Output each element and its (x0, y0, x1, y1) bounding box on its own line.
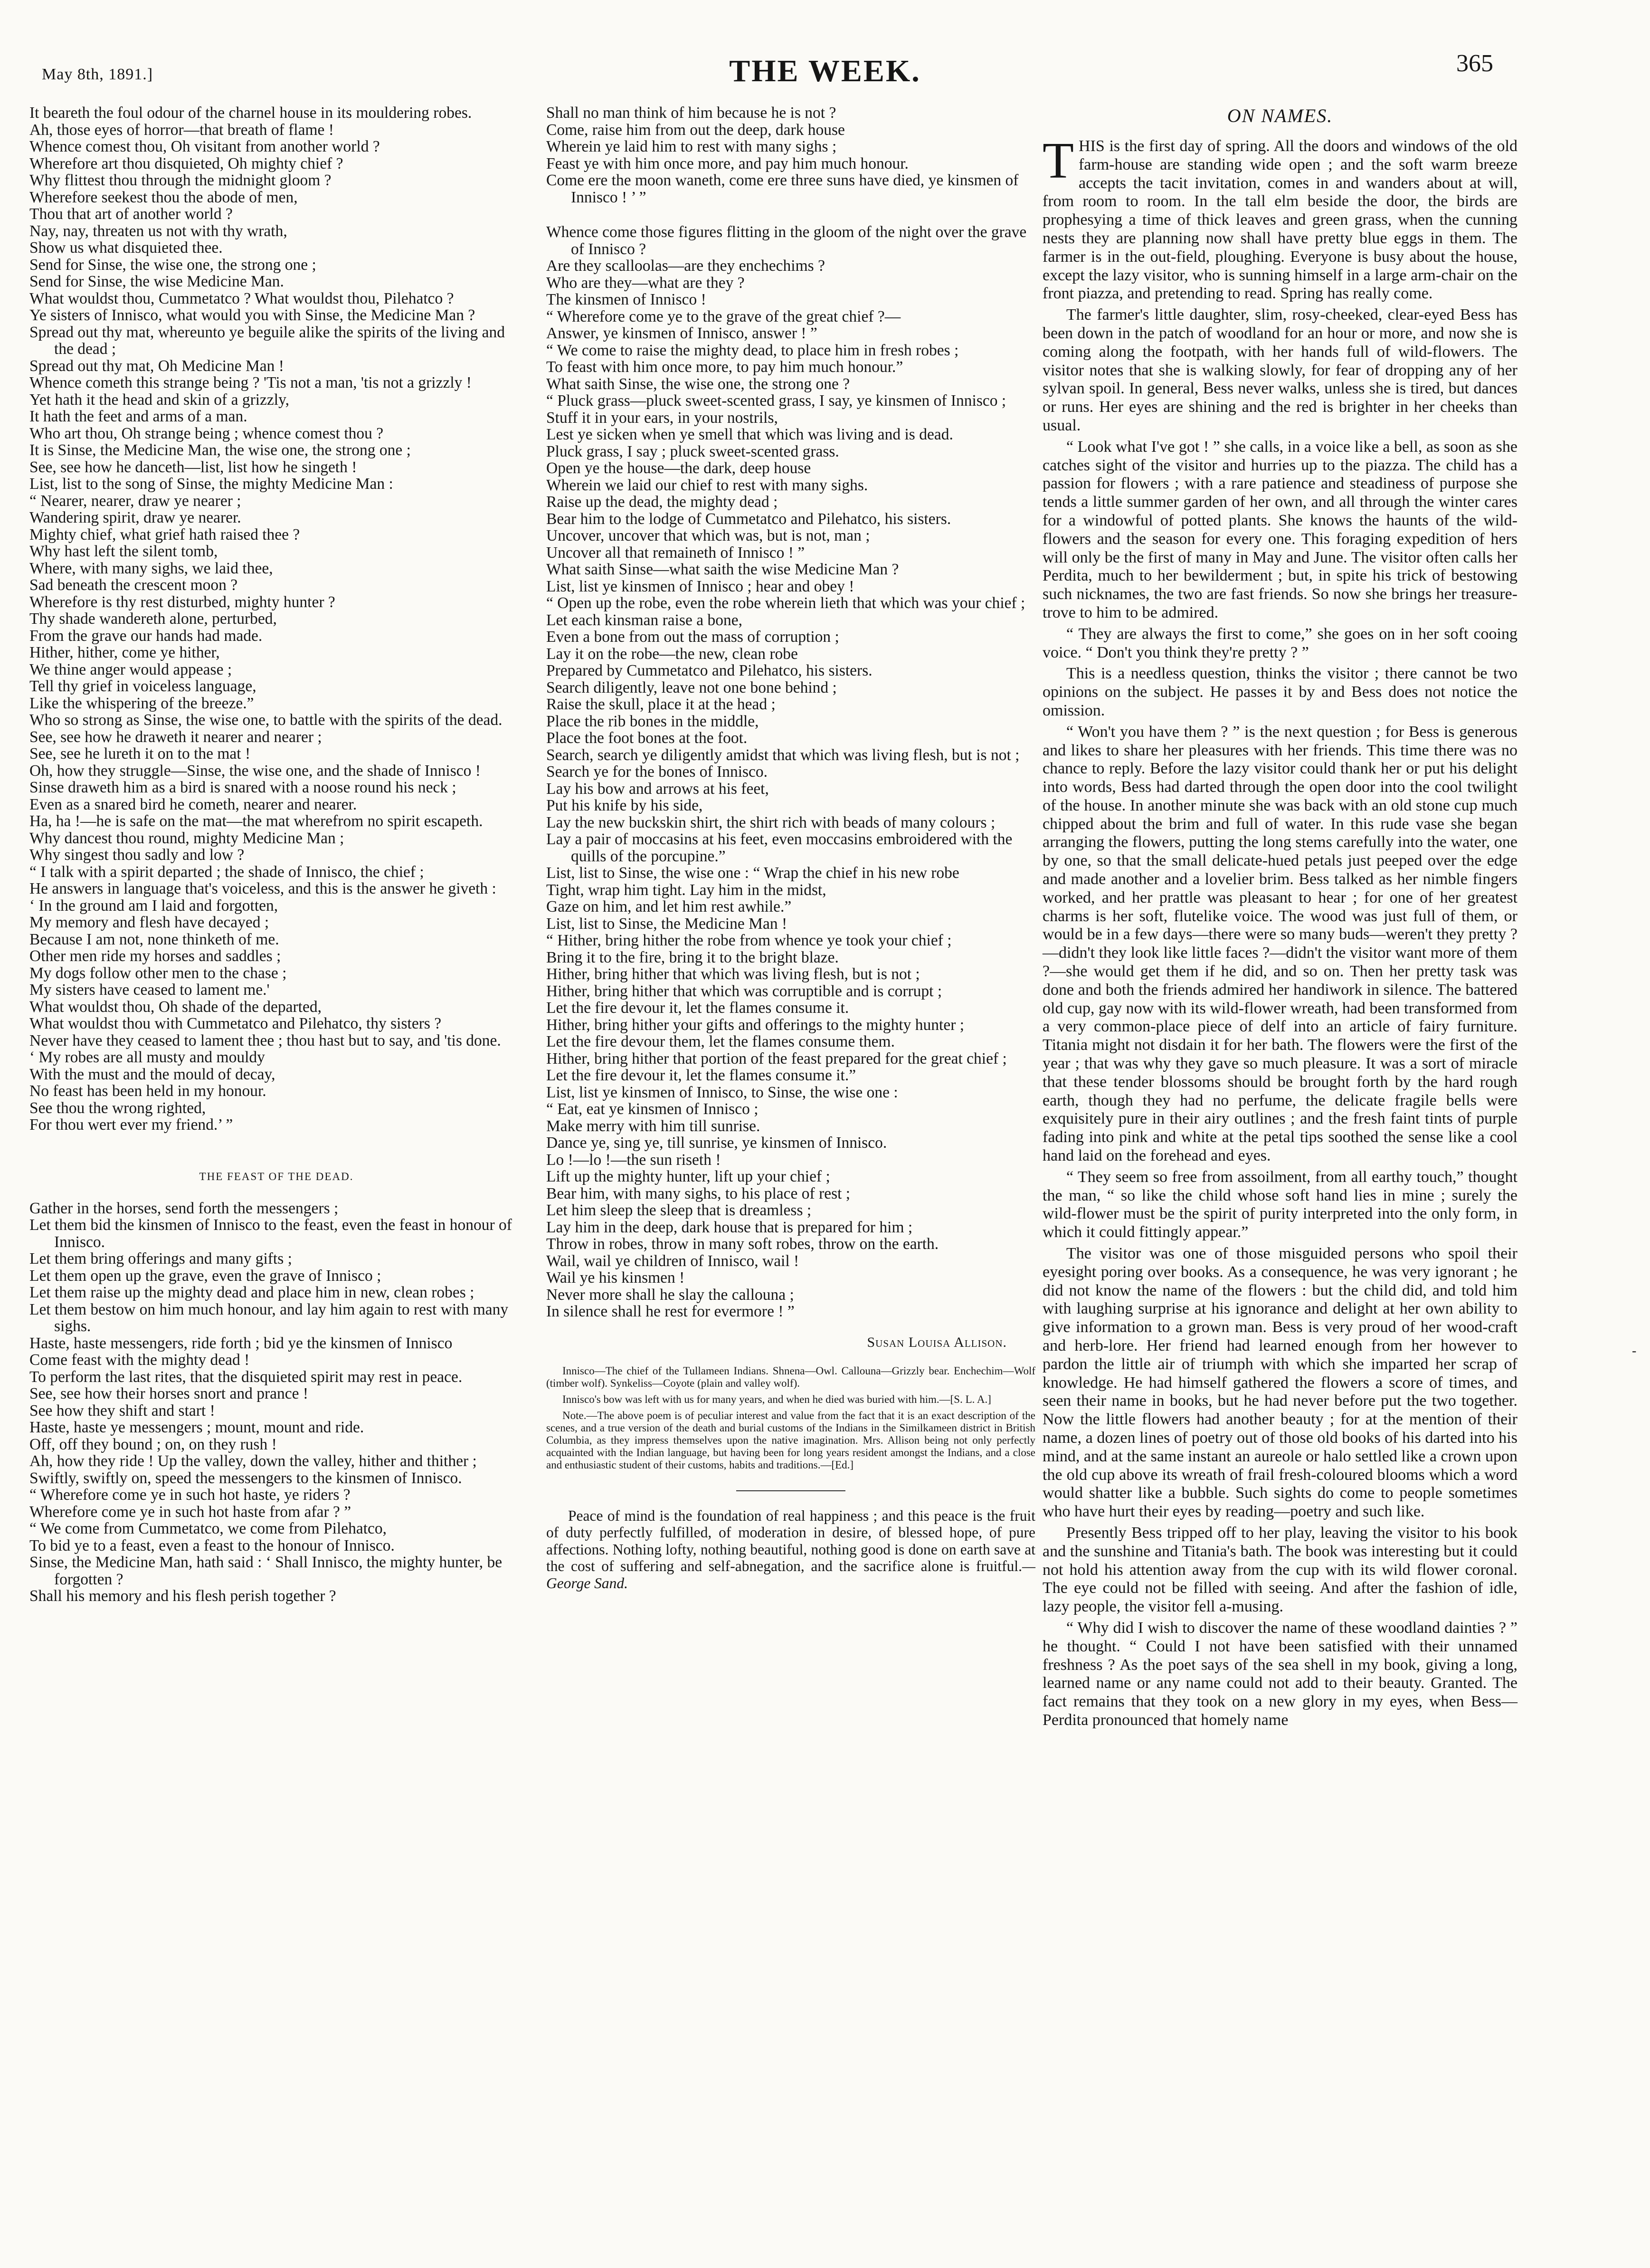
poem-line: Wherein we laid our chief to rest with many sighs. (546, 476, 868, 494)
poem-part-4 (546, 224, 1035, 1320)
poem-line: Open ye the house—the dark, deep house (546, 459, 811, 477)
poem-part-3 (546, 105, 1035, 206)
poem-line: “ Wherefore come ye to the grave of the great chief ?— (546, 307, 901, 325)
poem-line: Bear him, with many sighs, to his place of rest ; (546, 1184, 851, 1202)
poem-line: Ha, ha !—he is safe on the mat—the mat wherefrom no spirit escapeth. (29, 812, 483, 830)
poem-line: Feast ye with him once more, and pay him much honour. (546, 154, 909, 172)
poem-line: Ah, how they ride ! Up the valley, down the valley, hither and thither ; (29, 1452, 477, 1470)
poem-line: Let them bestow on him much honour, and lay him again to rest with many sighs. (29, 1300, 509, 1335)
essay-paragraph: The farmer's little daughter, slim, rosy-cheeked, clear-eyed Bess has been down in the patch of woodland for an hour or more, and now she is coming along the footpath, with her hands full of wild-flowers. The visitor notes that she is walking slowly, for fear of dropping any of her sylvan spoil. In general, Bess never walks, unless she is tired, but dances or runs. Her eyes are shining and the red is brighter in her cheeks than usual. (1043, 306, 1517, 434)
poem-line: Are they scalloolas—are they enchechims ? (546, 257, 825, 275)
poem-line: Come, raise him from out the deep, dark house (546, 121, 845, 139)
poem-line: Let each kinsman raise a bone, (546, 611, 742, 629)
poem-line: Wherefore come ye in such hot haste from afar ? ” (29, 1503, 351, 1521)
poem-line: Come feast with the mighty dead ! (29, 1351, 250, 1369)
poem-line: “ We come to raise the mighty dead, to place him in fresh robes ; (546, 341, 959, 359)
divider-rule (736, 1490, 845, 1491)
poem-line: Make merry with him till sunrise. (546, 1117, 760, 1135)
essay-paragraph: Presently Bess tripped off to her play, leaving the visitor to his book and the sunshine and Titania's bath. The book was interesting but it could not hold his attention away from the cup with its wild flower coronal. The eye could not be filled with seeing. And after the fashion of idle, lazy people, the visitor fell a-musing. (1043, 1524, 1517, 1616)
poem-line: Shall his memory and his flesh perish together ? (29, 1587, 336, 1605)
poem-line: List, list to Sinse, the wise one : “ Wrap the chief in his new robe (546, 864, 959, 882)
poem-line: Hither, bring hither that which was living flesh, but is not ; (546, 965, 920, 983)
poem-line: Whence come those figures flitting in the gloom of the night over the grave of Innisco ? (546, 223, 1027, 258)
poem-line: Spread out thy mat, Oh Medicine Man ! (29, 357, 284, 375)
poem-line: Lay him in the deep, dark house that is prepared for him ; (546, 1218, 913, 1236)
margin-mark: - (1632, 1344, 1637, 1358)
poem-line: What saith Sinse—what saith the wise Medicine Man ? (546, 561, 899, 578)
poem-line: Like the whispering of the breeze.” (29, 694, 254, 712)
column-3-essay (1043, 105, 1517, 1733)
poem-line: Prepared by Cummetatco and Pilehatco, his sisters. (546, 662, 872, 679)
poem-line: Dance ye, sing ye, till sunrise, ye kinsmen of Innisco. (546, 1134, 887, 1152)
poem-line: Sinse, the Medicine Man, hath said : ‘ Shall Innisco, the mighty hunter, be forgotten ? (29, 1553, 503, 1588)
poem-line: Where, with many sighs, we laid thee, (29, 559, 273, 577)
essay-paragraph-text: HIS is the first day of spring. All the doors and windows of the old farm-house are standing wide open ; and the soft warm breeze accepts the tacit invitation, comes in and wanders about at will, from room to room. In the tall elm beside the door, the birds are prophesying a time of thick leaves and green grass, when the cunning nests they are planning now shall have pretty blue eggs in them. The farmer is in the out-field, ploughing. Everyone is busy about the house, except the lazy visitor, who is sunning himself in a large arm-chair on the front piazza, and pretending to read. Spring has really come. (1043, 137, 1517, 303)
poem-line: Why flittest thou through the midnight gloom ? (29, 172, 332, 189)
issue-date: May 8th, 1891.] (42, 66, 153, 83)
poem-line: Search ye for the bones of Innisco. (546, 763, 768, 781)
poem-line: My dogs follow other men to the chase ; (29, 964, 287, 982)
essay-body (1043, 133, 1517, 1730)
poem-line: Come ere the moon waneth, come ere three suns have died, ye kinsmen of Innisco ! ’ ” (546, 172, 1019, 206)
poem-line: To bid ye to a feast, even a feast to the honour of Innisco. (29, 1536, 395, 1554)
poem-line: See, see how he danceth—list, list how he singeth ! (29, 458, 357, 476)
poem-line: It hath the feet and arms of a man. (29, 408, 247, 425)
poem-line: Raise the skull, place it at the head ; (546, 696, 776, 713)
poem-line: Even as a snared bird he cometh, nearer and nearer. (29, 795, 357, 813)
poem-line: Wherefore seekest thou the abode of men, (29, 188, 298, 206)
george-sand-quote (546, 1507, 1035, 1592)
poem-line: Thy shade wandereth alone, perturbed, (29, 610, 277, 628)
poem-line: See how they shift and start ! (29, 1401, 215, 1420)
poem-line: Haste, haste ye messengers ; mount, mount and ride. (29, 1419, 364, 1436)
poem-line: Let them bid the kinsmen of Innisco to the feast, even the feast in honour of Innisco. (29, 1216, 512, 1251)
poem-line: Stuff it in your ears, in your nostrils, (546, 409, 778, 427)
essay-title: ON NAMES. (1227, 105, 1333, 126)
footnotes (546, 1365, 1035, 1471)
poem-line: Lay it on the robe—the new, clean robe (546, 645, 798, 663)
poem-line: What wouldst thou, Oh shade of the departed, (29, 998, 322, 1016)
poem-line: We thine anger would appease ; (29, 660, 232, 678)
poem-line: Even a bone from out the mass of corruption ; (546, 628, 839, 646)
poem-line: Swiftly, swiftly on, speed the messengers to the kinsmen of Innisco. (29, 1469, 462, 1487)
essay-paragraph: “ They seem so free from assoilment, from all earthy touch,” thought the man, “ so like the child whose soft hand lies in mine ; surely the wild-flower must be the spirit of purity interpreted into the only form, in which it could fittingly appear.” (1043, 1168, 1517, 1241)
poem-line: My sisters have ceased to lament me.' (29, 981, 270, 999)
poem-line: Whence comest thou, Oh visitant from another world ? (29, 138, 380, 155)
poem-line: Yet hath it the head and skin of a grizzly, (29, 391, 290, 409)
essay-paragraph: “ Why did I wish to discover the name of these woodland dainties ? ” he thought. “ Could I not have been satisfied with their unnamed freshness ? As the poet says of the sea shell in my book, giving a long, learned name or any name could not add to their beauty. Granted. The fact remains that they took on a new glory in my eyes, when Bess—Perdita pronounced that homely name (1043, 1619, 1517, 1729)
footnote: Note.—The above poem is of peculiar interest and value from the fact that it is an exact description of the scenes, and a true version of the death and burial customs of the Indians in the Similkameen district in British Columbia, as they impress themselves upon the native imagination. Mrs. Allison being not only perfectly acquainted with the Indian language, but having been for long years resident amongst the Indians, and a close and enthusiastic student of their customs, habits and traditions.—[Ed.] (546, 1409, 1035, 1471)
essay-paragraph (1043, 133, 1517, 303)
poem-line: “ I talk with a spirit departed ; the shade of Innisco, the chief ; (29, 863, 424, 881)
poem-line: See, see how he draweth it nearer and nearer ; (29, 728, 322, 746)
poem-part-1 (29, 105, 523, 1134)
poem-line: What wouldst thou, Cummetatco ? What wouldst thou, Pilehatco ? (29, 289, 454, 307)
poem-line: Hither, hither, come ye hither, (29, 644, 220, 661)
poem-line: Tight, wrap him tight. Lay him in the midst, (546, 881, 826, 899)
poem-line: Ah, those eyes of horror—that breath of flame ! (29, 121, 334, 139)
poem-line: See, see how their horses snort and prance ! (29, 1385, 308, 1402)
poem-line: Let the fire devour it, let the flames consume it. (546, 999, 849, 1017)
column-2-poem (546, 105, 1035, 1598)
poem-line: Put his knife by his side, (546, 797, 703, 814)
poem-line: Who are they—what are they ? (546, 274, 745, 292)
poem-line: Throw in robes, throw in many soft robes, throw on the earth. (546, 1235, 939, 1253)
poem-line: Why dancest thou round, mighty Medicine Man ; (29, 829, 344, 847)
poem-line: ‘ My robes are all musty and mouldy (29, 1048, 265, 1066)
column-1-poem (29, 105, 523, 1605)
poem-line: It beareth the foul odour of the charnel house in its mouldering robes. (29, 104, 472, 122)
poem-line: List, list ye kinsmen of Innisco ; hear and obey ! (546, 577, 854, 595)
poem-line: In silence shall he rest for evermore ! ” (546, 1303, 795, 1320)
poem-line: Sad beneath the crescent moon ? (29, 576, 238, 594)
page-number: 365 (1456, 50, 1493, 77)
poem-line: “ Eat, eat ye kinsmen of Innisco ; (546, 1100, 759, 1118)
poem-line: “ Open up the robe, even the robe wherein lieth that which was your chief ; (546, 594, 1025, 612)
poem-line: It is Sinse, the Medicine Man, the wise one, the strong one ; (29, 441, 411, 459)
poem-line: Tell thy grief in voiceless language, (29, 677, 256, 695)
section-title-feast-of-the-dead: THE FEAST OF THE DEAD. (199, 1170, 354, 1182)
poem-line: Who art thou, Oh strange being ; whence comest thou ? (29, 424, 384, 442)
poem-line: “ Pluck grass—pluck sweet-scented grass, I say, ye kinsmen of Innisco ; (546, 392, 1006, 410)
poem-line: Off, off they bound ; on, on they rush ! (29, 1435, 277, 1453)
poem-line: Hither, bring hither that portion of the feast prepared for the great chief ; (546, 1049, 1007, 1067)
poem-line: Let the fire devour them, let the flames consume them. (546, 1033, 895, 1050)
poem-line: Let them bring offerings and many gifts ; (29, 1250, 292, 1267)
poem-line: Hither, bring hither that which was corruptible and is corrupt ; (546, 982, 942, 1000)
poem-signature: Susan Louisa Allison. (867, 1334, 1007, 1350)
poem-line: Uncover, uncover that which was, but is not, man ; (546, 527, 870, 544)
poem-line: Search, search ye diligently amidst that which was living flesh, but is not ; (546, 746, 1020, 764)
poem-line: Why singest thou sadly and low ? (29, 846, 245, 864)
poem-line: Wherefore art thou disquieted, Oh mighty chief ? (29, 154, 343, 172)
essay-paragraph: “ They are always the first to come,” she goes on in her soft cooing voice. “ Don't you think they're pretty ? ” (1043, 625, 1517, 661)
poem-line: Hither, bring hither your gifts and offerings to the mighty hunter ; (546, 1016, 965, 1034)
poem-line: “ We come from Cummetatco, we come from Pilehatco, (29, 1520, 387, 1537)
quote-author: —George Sand. (546, 1558, 1035, 1591)
poem-line: Gather in the horses, send forth the messengers ; (29, 1199, 339, 1217)
poem-line: See, see he lureth it on to the mat ! (29, 745, 251, 762)
poem-line: Spread out thy mat, whereunto ye beguile alike the spirits of the living and the dead ; (29, 323, 505, 358)
poem-line: For thou wert ever my friend.’ ” (29, 1116, 233, 1134)
poem-line: To perform the last rites, that the disquieted spirit may rest in peace. (29, 1368, 463, 1386)
poem-line: What wouldst thou with Cummetatco and Pilehatco, thy sisters ? (29, 1015, 442, 1032)
poem-line: From the grave our hands had made. (29, 627, 263, 645)
poem-line: Lay the new buckskin shirt, the shirt rich with beads of many colours ; (546, 813, 996, 831)
poem-line: Raise up the dead, the mighty dead ; (546, 493, 778, 511)
poem-line: Uncover all that remaineth of Innisco ! ” (546, 543, 805, 562)
drop-cap: T (1043, 133, 1074, 189)
poem-line: Bring it to the fire, bring it to the bright blaze. (546, 948, 839, 966)
poem-line: “ Nearer, nearer, draw ye nearer ; (29, 492, 241, 510)
poem-line: Place the foot bones at the foot. (546, 729, 748, 747)
poem-line: With the must and the mould of decay, (29, 1065, 275, 1083)
essay-paragraph: “ Look what I've got ! ” she calls, in a voice like a bell, as soon as she catches sight of the visitor and hurries up to the piazza. The child has a passion for flowers ; with a rare patience and steadiness of purpose she tends a little summer garden of her own, and all through the winter cares for a windowful of potted plants. She knows the haunts of the wild-flowers and the season for every one. This foraging expedition of hers will only be the first of many in May and June. The visitor often calls her Perdita, much to her bewilderment ; but, in spite his trick of bestowing such nicknames, the two are fast friends. So now she brings her treasure-trove to him to be admired. (1043, 438, 1517, 621)
poem-line: See thou the wrong righted, (29, 1099, 206, 1117)
poem-line: Because I am not, none thinketh of me. (29, 930, 279, 948)
poem-line: Lo !—lo !—the sun riseth ! (546, 1151, 721, 1169)
poem-line: Show us what disquieted thee. (29, 239, 223, 257)
masthead-title: THE WEEK. (729, 54, 921, 88)
poem-line: Sinse draweth him as a bird is snared with a noose round his neck ; (29, 779, 456, 796)
poem-line: What saith Sinse, the wise one, the strong one ? (546, 375, 850, 393)
poem-line: Wherein ye laid him to rest with many sighs ; (546, 138, 837, 155)
poem-line: Ye sisters of Innisco, what would you with Sinse, the Medicine Man ? (29, 306, 475, 324)
poem-line: Mighty chief, what grief hath raised thee ? (29, 525, 300, 543)
poem-line: Oh, how they struggle—Sinse, the wise one, and the shade of Innisco ! (29, 762, 481, 780)
poem-line: Lay his bow and arrows at his feet, (546, 780, 769, 798)
poem-line: My memory and flesh have decayed ; (29, 914, 269, 931)
footnote: Innisco's bow was left with us for many years, and when he died was buried with him.—[S. L. A.] (562, 1393, 991, 1405)
poem-line: Lay a pair of moccasins at his feet, even moccasins embroidered with the quills of the porcupine.” (546, 830, 1013, 865)
poem-line: Send for Sinse, the wise one, the strong one ; (29, 256, 316, 274)
poem-line: Why hast left the silent tomb, (29, 543, 218, 560)
poem-line: Thou that art of another world ? (29, 205, 233, 223)
poem-line: Never have they ceased to lament thee ; thou hast but to say, and 'tis done. (29, 1031, 501, 1049)
poem-line: No feast has been held in my honour. (29, 1082, 266, 1100)
poem-line: Bear him to the lodge of Cummetatco and Pilehatco, his sisters. (546, 510, 951, 528)
poem-line: Pluck grass, I say ; pluck sweet-scented grass. (546, 442, 839, 460)
footnote: Innisco—The chief of the Tullameen Indians. Shnena—Owl. Callouna—Grizzly bear. Enchechim—Wolf (timber wolf). Synkeliss—Coyote (plain and valley wolf). (546, 1364, 1035, 1389)
poem-part-2 (29, 1200, 523, 1605)
essay-paragraph: “ Won't you have them ? ” is the next question ; for Bess is generous and likes to share her pleasures with her friends. This time there was no chance to reply. Before the lazy visitor could thank her or put his delight into words, Bess had darted through the open door into the cool twilight of the house. In another minute she was back with an old stone cup much chipped about the brim and full of water. In this rude vase she began arranging the flowers, putting the long stems carefully into the water, one by one, so that the small delicate-hued petals just peeped over the edge and made another and a lovelier brim. Bess talked as her nimble fingers worked, and her prattle was pleasant to hear ; for one of her greatest charms is her soft, flutelike voice. The wood was just full of them, or would be in a few days—there were so many buds—weren't they pretty ?—didn't they look like little faces ?—didn't the visitor want more of them ?—she would get them if he did, and so on. Then her pretty task was done and both the friends admired her handiwork in silence. The battered old cup, gay now with its wild-flower wreath, had been transformed from a very common-place piece of delf into an article of fairy furniture. Titania might not disdain it for her bath. The flowers were the first of the year ; that was why they gave so much pleasure. It was a sort of miracle that these tender blossoms should be brought forth by the hard rough earth, though they had no perfume, the delicate fragile bells were exquisitely pure in their airy outlines ; and the fresh faint tints of purple fading into pink and white at the petal tips soothed the sense like a cool hand laid on the forehead and eyes. (1043, 723, 1517, 1165)
poem-line: Wail ye his kinsmen ! (546, 1269, 685, 1286)
quote-text: Peace of mind is the foundation of real happiness ; and this peace is the fruit of duty perfectly fulfilled, of moderation in desire, of blessed hope, of pure affections. Nothing lofty, nothing beautiful, nothing good is done on earth save at the cost of suffering and self-abnegation, and the sacrifice alone is fruitful. (546, 1507, 1035, 1574)
poem-line: “ Hither, bring hither the robe from whence ye took your chief ; (546, 932, 952, 949)
poem-line: Search diligently, leave not one bone behind ; (546, 678, 837, 696)
poem-line: List, list to the song of Sinse, the mighty Medicine Man : (29, 475, 393, 493)
poem-line: List, list to Sinse, the Medicine Man ! (546, 915, 787, 933)
poem-line: Other men ride my horses and saddles ; (29, 947, 281, 965)
poem-line: Let the fire devour it, let the flames consume it.” (546, 1067, 856, 1084)
essay-paragraph: This is a needless question, thinks the visitor ; there cannot be two opinions on the subject. He passes it by and Bess does not notice the omission. (1043, 665, 1517, 719)
poem-line: Shall no man think of him because he is not ? (546, 104, 836, 122)
poem-line: Let them raise up the mighty dead and place him in new, clean robes ; (29, 1284, 474, 1301)
poem-line: “ Wherefore come ye in such hot haste, ye riders ? (29, 1486, 351, 1504)
poem-line: To feast with him once more, to pay him much honour.” (546, 358, 903, 376)
poem-line: Let him sleep the sleep that is dreamless ; (546, 1201, 812, 1219)
poem-line: Whence cometh this strange being ? 'Tis not a man, 'tis not a grizzly ! (29, 374, 472, 391)
poem-line: Place the rib bones in the middle, (546, 712, 759, 730)
poem-line: Lift up the mighty hunter, lift up your chief ; (546, 1168, 830, 1185)
poem-line: Wail, wail ye children of Innisco, wail ! (546, 1252, 799, 1270)
poem-line: Lest ye sicken when ye smell that which was living and is dead. (546, 426, 953, 443)
poem-line: Answer, ye kinsmen of Innisco, answer ! ” (546, 324, 817, 342)
poem-line: Wherefore is thy rest disturbed, mighty hunter ? (29, 593, 335, 611)
poem-line: He answers in language that's voiceless, and this is the answer he giveth : (29, 880, 496, 897)
poem-line: Send for Sinse, the wise Medicine Man. (29, 273, 284, 290)
poem-line: Who so strong as Sinse, the wise one, to battle with the spirits of the dead. (29, 711, 503, 729)
poem-line: List, list ye kinsmen of Innisco, to Sinse, the wise one : (546, 1083, 898, 1101)
poem-line: Never more shall he slay the callouna ; (546, 1286, 794, 1304)
poem-line: Gaze on him, and let him rest awhile.” (546, 898, 792, 915)
poem-line: Haste, haste messengers, ride forth ; bid ye the kinsmen of Innisco (29, 1334, 453, 1352)
poem-line: Let them open up the grave, even the grave of Innisco ; (29, 1267, 381, 1285)
poem-line: Nay, nay, threaten us not with thy wrath, (29, 222, 287, 240)
poem-line: ‘ In the ground am I laid and forgotten, (29, 896, 278, 915)
poem-line: Wandering spirit, draw ye nearer. (29, 509, 241, 526)
poem-line: The kinsmen of Innisco ! (546, 291, 706, 308)
essay-paragraph: The visitor was one of those misguided persons who spoil their eyesight poring over books. As a consequence, he was very ignorant ; he did not know the name of the flowers : but the child did, and told him with laughing surprise at his ignorance and delight at her own ability to give information to a grown man. Bess is very proud of her wood-craft and herb-lore. Her friend had learned enough from her however to pardon the little air of triumph with which she imparted her scrap of knowledge. He had himself gathered the flowers a score of times, and seen their name in books, but he had never before put the two together. Now the little flowers had another beauty ; for at the mention of their name, a dozen lines of poetry out of those old books of his darted into his mind, and at the same instant an aureole or halo settled like a crown upon the old cup above its wreath of frail fresh-coloured blooms which a word would shatter like a bubble. Such sights do come to people sometimes who have hurt their eyes by reading—poetry and such like. (1043, 1245, 1517, 1521)
